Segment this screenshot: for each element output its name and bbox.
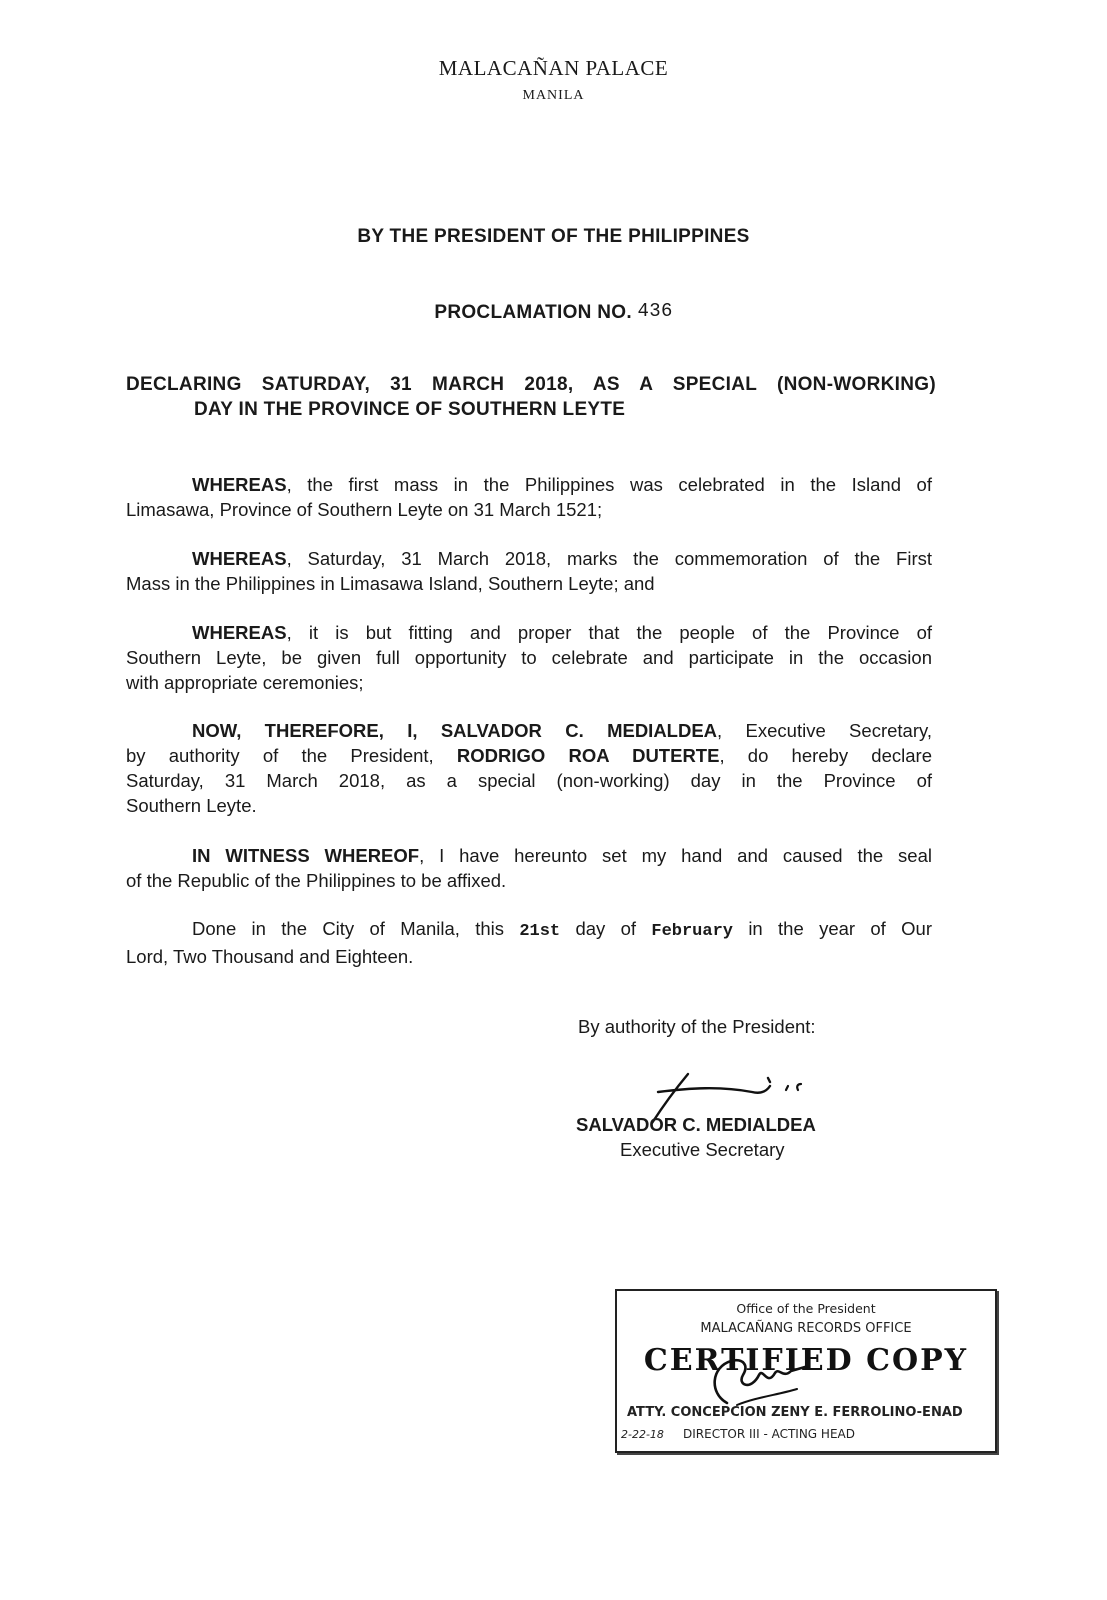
paragraph-text: , do hereby declare [719,745,932,766]
paragraph-text: day of [560,918,652,939]
witness-keyword: IN WITNESS WHEREOF [192,845,420,866]
stamp-date: 2-22-18 [621,1428,664,1441]
typed-month: February [651,922,733,941]
paragraph-text: , Saturday, 31 March 2018, marks the commemoration of the First [286,548,932,569]
paragraph-text: of the Republic of the Philippines to be affixed. [126,870,507,891]
president-name: RODRIGO ROA DUTERTE [456,745,720,766]
paragraph-text: , it is but fitting and proper that the people of the Province of [286,622,932,643]
authority-line: By authority of the President: [578,1016,816,1037]
paragraph-text: , I have hereunto set my hand and caused the seal [419,845,932,866]
stamp-attorney: ATTY. CONCEPCION ZENY E. FERROLINO-ENAD [627,1405,963,1420]
paragraph-text: with appropriate ceremonies; [126,672,364,693]
paragraph-text: Limasawa, Province of Southern Leyte on 31 March 1521; [126,499,603,520]
stamp-signature [697,1353,817,1413]
certified-copy-stamp [615,1289,997,1453]
paragraph-text: Saturday, 31 March 2018, as a special (non-working) day in the Province of [126,770,932,791]
whereas-keyword: WHEREAS [192,474,287,495]
letterhead-city: MANILA [522,88,585,103]
paragraph-text: by authority of the President, [126,745,457,766]
paragraph-text: Southern Leyte, be given full opportunity to celebrate and participate in the occasion [126,647,932,668]
proclamation-number: 436 [637,300,673,322]
paragraph-text: Southern Leyte. [126,795,257,816]
by-president-heading: BY THE PRESIDENT OF THE PHILIPPINES [357,226,750,247]
paragraph-text: , Executive Secretary, [717,720,932,741]
paragraph-text: Lord, Two Thousand and Eighteen. [126,946,414,967]
typed-day: 21st [519,922,561,941]
proclamation-title-line-2: DAY IN THE PROVINCE OF SOUTHERN LEYTE [194,399,626,420]
proclamation-heading [0,300,1107,324]
whereas-keyword: WHEREAS [192,622,287,643]
whereas-paragraph-3 [126,620,932,695]
stamp-office: Office of the President [736,1301,876,1316]
whereas-keyword: WHEREAS [192,548,287,569]
paragraph-text: , the first mass in the Philippines was celebrated in the Island of [286,474,932,495]
witness-paragraph [126,843,932,893]
whereas-paragraph-2 [126,546,932,596]
paragraph-text: Done in the City of Manila, this [192,918,520,939]
signatory-name: SALVADOR C. MEDIALDEA [576,1114,816,1135]
stamp-records-office: MALACAÑANG RECORDS OFFICE [700,1321,912,1336]
paragraph-text: Mass in the Philippines in Limasawa Island, Southern Leyte; and [126,573,655,594]
proclamation-label: PROCLAMATION NO. [434,302,632,323]
declaration-paragraph [126,718,932,818]
whereas-paragraph-1 [126,472,932,522]
signatory-position: Executive Secretary [620,1139,785,1160]
letterhead-palace: MALACAÑAN PALACE [438,56,669,80]
declaration-keyword: NOW, THEREFORE, I, SALVADOR C. MEDIALDEA [192,720,718,741]
done-paragraph [126,916,932,969]
stamp-certified-copy: CERTIFIED COPY [643,1343,969,1378]
proclamation-title-line-1: DECLARING SATURDAY, 31 MARCH 2018, AS A SPECIAL (NON-WORKING) [126,374,936,395]
stamp-director: DIRECTOR III - ACTING HEAD [683,1427,855,1441]
paragraph-text: in the year of Our [733,918,932,939]
